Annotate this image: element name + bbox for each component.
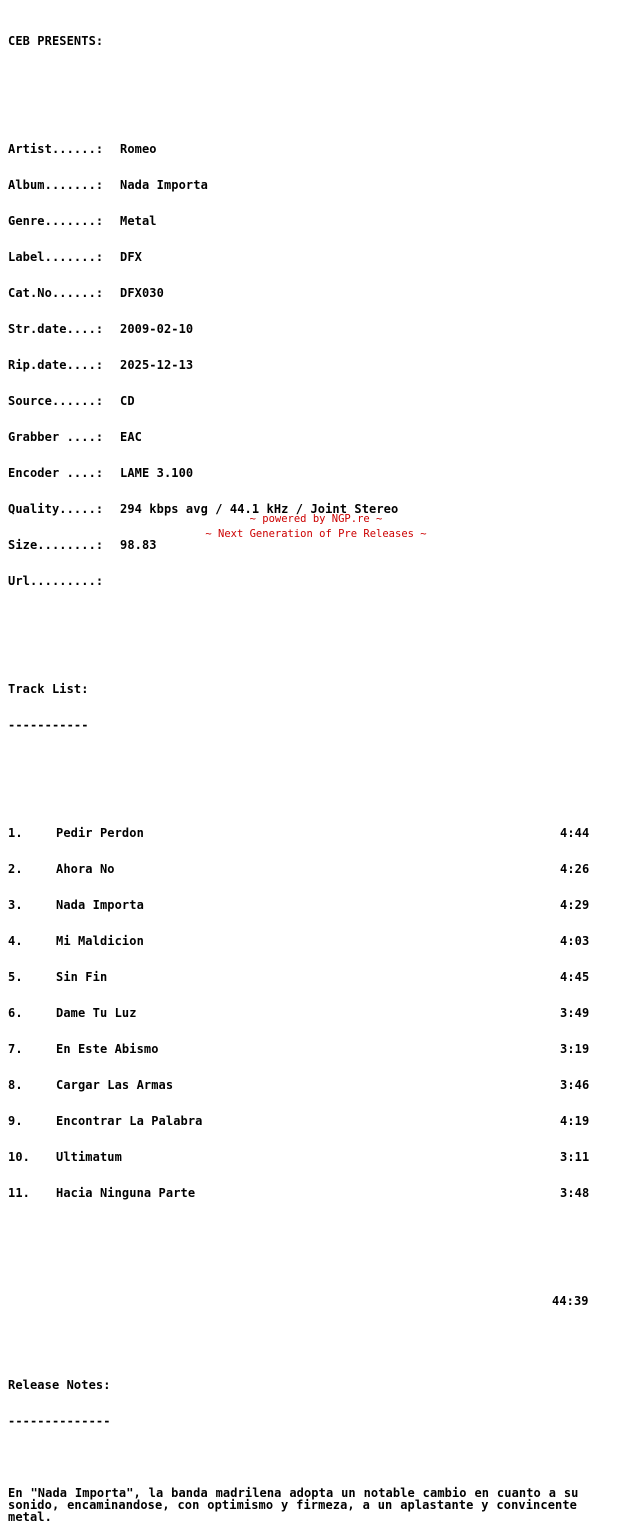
info-key: Cat.No......:	[8, 286, 104, 300]
track-number: 9.	[8, 1114, 23, 1128]
info-key: Quality.....:	[8, 502, 104, 516]
info-row-ripdate	[8, 359, 632, 371]
track-number: 10.	[8, 1150, 30, 1164]
track-number: 2.	[8, 862, 23, 876]
info-row-album	[8, 179, 632, 191]
info-key: Rip.date....:	[8, 358, 104, 372]
track-title: Ahora No	[56, 862, 115, 876]
info-key: Url.........:	[8, 574, 104, 588]
track-number: 11.	[8, 1186, 30, 1200]
info-value: Nada Importa	[120, 178, 208, 192]
info-value: EAC	[120, 430, 142, 444]
tracklist	[8, 803, 632, 1223]
info-key: Str.date....:	[8, 322, 104, 336]
track-title: Sin Fin	[56, 970, 108, 984]
total-duration: 44:39	[552, 1294, 589, 1308]
info-row-genre	[8, 215, 632, 227]
info-value: 2009-02-10	[120, 322, 194, 336]
info-value: Metal	[120, 214, 157, 228]
track-duration: 3:46	[560, 1078, 590, 1092]
track-title: Ultimatum	[56, 1150, 122, 1164]
nfo-text	[8, 11, 632, 1535]
info-value: Romeo	[120, 142, 157, 156]
track-duration: 3:19	[560, 1042, 590, 1056]
track-duration: 4:29	[560, 898, 590, 912]
info-row-size	[8, 539, 632, 551]
info-key: Album.......:	[8, 178, 104, 192]
info-key: Encoder ....:	[8, 466, 104, 480]
track-number: 5.	[8, 970, 23, 984]
info-value: CD	[120, 394, 135, 408]
track-row	[8, 827, 632, 839]
header-title: CEB PRESENTS:	[8, 34, 104, 48]
track-duration: 3:49	[560, 1006, 590, 1020]
info-value: 2025-12-13	[120, 358, 194, 372]
release-notes-underline: --------------	[8, 1414, 111, 1428]
track-row	[8, 935, 632, 947]
info-key: Label.......:	[8, 250, 104, 264]
footer-powered-by: ~ powered by NGP.re ~	[249, 513, 383, 525]
track-number: 7.	[8, 1042, 23, 1056]
track-title: En Este Abismo	[56, 1042, 159, 1056]
track-row	[8, 1043, 632, 1055]
track-row	[8, 1079, 632, 1091]
info-row-catno	[8, 287, 632, 299]
release-notes-text: En "Nada Importa", la banda madrilena adopta un notable cambio en cuanto a su sonido, encaminandose, con optimismo y firmeza, a un aplastante y convincente metal.	[8, 1486, 579, 1524]
track-row	[8, 1007, 632, 1019]
blank-line	[8, 1331, 632, 1343]
info-row-grabber	[8, 431, 632, 443]
track-number: 4.	[8, 934, 23, 948]
info-row-strdate	[8, 323, 632, 335]
info-value: DFX	[120, 250, 142, 264]
tracklist-heading: Track List:	[8, 682, 89, 696]
info-value: DFX030	[120, 286, 164, 300]
info-row-url	[8, 575, 632, 587]
track-duration: 4:19	[560, 1114, 590, 1128]
track-row	[8, 1115, 632, 1127]
track-row	[8, 899, 632, 911]
blank-line	[8, 1451, 632, 1463]
track-title: Pedir Perdon	[56, 826, 144, 840]
track-title: Dame Tu Luz	[56, 1006, 137, 1020]
info-key: Source......:	[8, 394, 104, 408]
track-title: Cargar Las Armas	[56, 1078, 174, 1092]
track-duration: 4:26	[560, 862, 590, 876]
track-title: Encontrar La Palabra	[56, 1114, 203, 1128]
tracklist-underline: -----------	[8, 718, 89, 732]
track-number: 3.	[8, 898, 23, 912]
track-title: Hacia Ninguna Parte	[56, 1186, 196, 1200]
track-row	[8, 863, 632, 875]
info-value: LAME 3.100	[120, 466, 194, 480]
release-notes-heading: Release Notes:	[8, 1378, 111, 1392]
track-number: 6.	[8, 1006, 23, 1020]
blank-line	[8, 755, 632, 767]
track-row	[8, 1151, 632, 1163]
track-number: 8.	[8, 1078, 23, 1092]
track-title: Mi Maldicion	[56, 934, 144, 948]
track-duration: 4:45	[560, 970, 590, 984]
blank-line	[8, 71, 632, 83]
info-row-source	[8, 395, 632, 407]
info-value: 98.83	[120, 538, 157, 552]
info-key: Genre.......:	[8, 214, 104, 228]
track-number: 1.	[8, 826, 23, 840]
track-duration: 4:03	[560, 934, 590, 948]
info-row-artist	[8, 143, 632, 155]
track-row	[8, 971, 632, 983]
info-row-encoder	[8, 467, 632, 479]
track-duration: 4:44	[560, 826, 590, 840]
info-row-label	[8, 251, 632, 263]
track-title: Nada Importa	[56, 898, 144, 912]
info-key: Size........:	[8, 538, 104, 552]
info-value: 294 kbps avg / 44.1 kHz / Joint Stereo	[120, 502, 399, 516]
blank-line	[8, 1259, 632, 1271]
track-duration: 3:48	[560, 1186, 590, 1200]
info-key: Artist......:	[8, 142, 104, 156]
track-row	[8, 1187, 632, 1199]
info-key: Grabber ....:	[8, 430, 104, 444]
footer-tagline: ~ Next Generation of Pre Releases ~	[205, 528, 427, 540]
track-duration: 3:11	[560, 1150, 590, 1164]
blank-line	[8, 647, 632, 659]
